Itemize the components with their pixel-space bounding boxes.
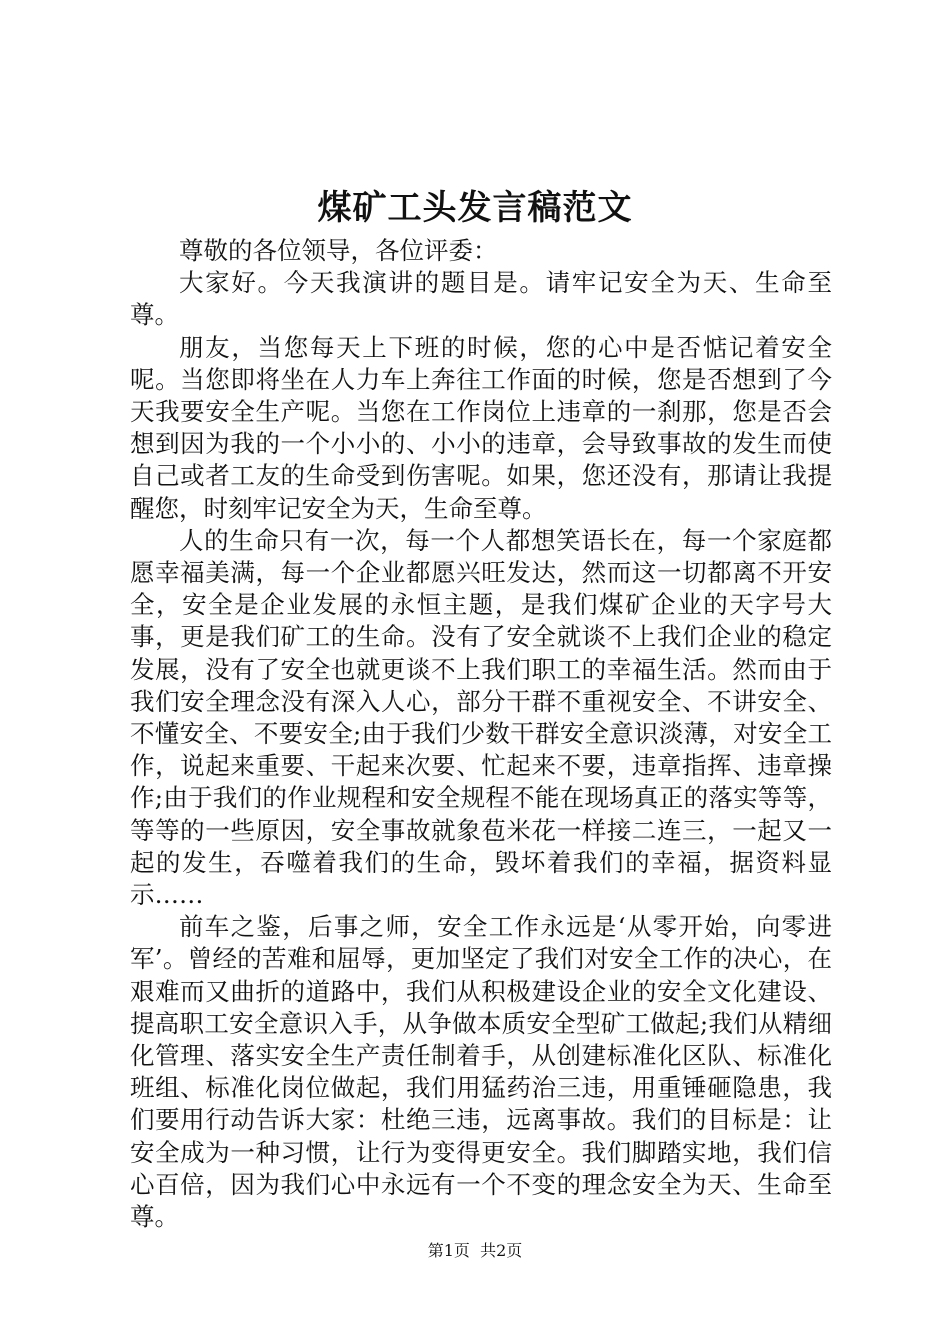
- page-footer: [0, 1239, 950, 1263]
- paragraph-life: 人的生命只有一次，每一个人都想笑语长在，每一个家庭都愿幸福美满，每一个企业都愿兴旺发达，然而这一切都离不开安全，安全是企业发展的永恒主题，是我们煤矿企业的天字号大事，更是我们矿工的生命。没有了安全就谈不上我们企业的稳定发展，没有了安全也就更谈不上我们职工的幸福生活。然而由于我们安全理念没有深入人心，部分干群不重视安全、不讲安全、不懂安全、不要安全;由于我们少数干群安全意识淡薄，对安全工作，说起来重要、干起来次要、忙起来不要，违章指挥、违章操作;由于我们的作业规程和安全规程不能在现场真正的落实等等，等等的一些原因，安全事故就象苞米花一样接二连三，一起又一起的发生，吞噬着我们的生命，毁坏着我们的幸福，据资料显示……: [130, 525, 832, 910]
- paragraph-greeting: 大家好。今天我演讲的题目是。请牢记安全为天、生命至尊。: [130, 268, 832, 330]
- paragraph-salutation: 尊敬的各位领导，各位评委：: [179, 236, 498, 265]
- page-number: 第1页: [427, 1241, 470, 1260]
- paragraph-friends: 朋友，当您每天上下班的时候，您的心中是否惦记着安全呢。当您即将坐在人力车上奔往工作面的时候，您是否想到了今天我要安全生产呢。当您在工作岗位上违章的一刹那，您是否会想到因为我的一个小小的、小小的违章，会导致事故的发生而使自己或者工友的生命受到伤害呢。如果，您还没有，那请让我提醒您，时刻牢记安全为天，生命至尊。: [130, 332, 832, 523]
- document-body: [130, 235, 832, 1233]
- paragraph-lessons: 前车之鉴，后事之师，安全工作永远是‘从零开始，向零进军’。曾经的苦难和屈辱，更加坚定了我们对安全工作的决心，在艰难而又曲折的道路中，我们从积极建设企业的安全文化建设、提高职工安全意识入手，从争做本质安全型矿工做起;我们从精细化管理、落实安全生产责任制着手，从创建标准化区队、标准化班组、标准化岗位做起，我们用猛药治三违，用重锤砸隐患，我们要用行动告诉大家：杜绝三违，远离事故。我们的目标是：让安全成为一种习惯，让行为变得更安全。我们脚踏实地，我们信心百倍，因为我们心中永远有一个不变的理念安全为天、生命至尊。: [130, 912, 832, 1232]
- page-total: 共2页: [480, 1241, 523, 1260]
- document-title: 煤矿工头发言稿范文: [317, 188, 633, 228]
